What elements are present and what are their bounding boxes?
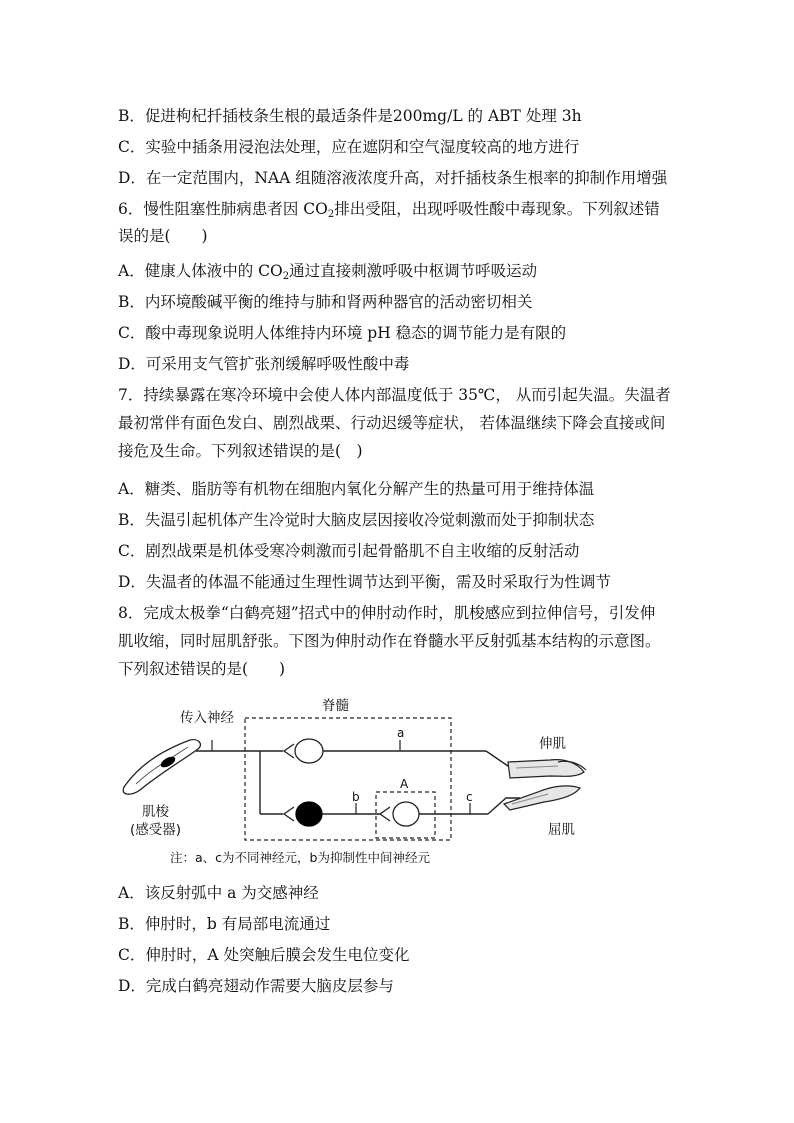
neuron-c-soma [393,802,419,826]
q6-option-a [118,261,537,281]
q8-option-c: C．伸肘时，A 处突触后膜会发生电位变化 [118,946,410,964]
q8-stem-line-1: 8．完成太极拳“白鹤亮翅”招式中的伸肘动作时，肌梭感应到拉伸信号，引发伸 [118,604,656,622]
q6-stem-subscript: 2 [327,209,335,220]
synapse-terminal-lower [284,807,294,821]
q7-stem-line-2: 最初常伴有面色发白、剧烈战栗、行动迟缓等症状， 若体温继续下降会直接或间 [118,414,666,432]
q6-option-a-subscript: 2 [282,271,290,282]
q6-option-b: B．内环境酸碱平衡的维持与肺和肾两种器官的活动密切相关 [118,293,533,311]
q6-option-c: C．酸中毒现象说明人体维持内环境 pH 稳态的调节能力是有限的 [118,324,567,342]
diagram-note: 注：a、c为不同神经元，b为抑制性中间神经元 [170,850,430,865]
q6-option-a-text-a: A．健康人体液中的 CO [118,262,283,280]
reflex-arc-diagram [118,692,598,870]
neuron-b-label: b [352,790,360,804]
spinal-cord-label: 脊髓 [322,698,349,714]
q6-stem-line-1 [118,199,660,219]
spinal-cord-box [245,718,451,840]
q5-option-d: D．在一定范围内，NAA 组随溶液浓度升高，对扦插枝条生根率的抑制作用增强 [118,169,668,187]
synapse-terminal-upper [284,744,294,758]
q7-option-d: D．失温者的体温不能通过生理性调节达到平衡，需及时采取行为性调节 [118,573,611,591]
extensor-label: 伸肌 [539,736,566,752]
muscle-spindle-icon [123,740,200,795]
q6-stem-text-b: 排出受阻，出现呼吸性酸中毒现象。下列叙述错 [334,200,660,218]
q6-stem-text-a: 6．慢性阻塞性肺病患者因 CO [118,200,328,218]
q7-stem-line-1: 7．持续暴露在寒冷环境中会使人体内部温度低于 35℃， 从而引起失温。失温者 [118,386,671,404]
q8-option-d: D．完成白鹤亮翅动作需要大脑皮层参与 [118,977,394,995]
q8-option-b: B．伸肘时，b 有局部电流通过 [118,915,331,933]
receptor-label: (感受器) [130,822,182,838]
q7-stem-line-3: 接危及生命。下列叙述错误的是( ) [118,442,363,460]
q8-option-a: A．该反射弧中 a 为交感神经 [118,884,319,902]
flexor-label: 屈肌 [548,822,575,838]
q8-stem-line-3: 下列叙述错误的是( ) [118,660,286,678]
q7-option-a: A．糖类、脂肪等有机物在细胞内氧化分解产生的热量可用于维持体温 [118,480,595,498]
q7-option-b: B．失温引起机体产生冷觉时大脑皮层因接收冷觉刺激而处于抑制状态 [118,511,595,529]
q5-option-c: C．实验中插条用浸泡法处理，应在遮阴和空气湿度较高的地方进行 [118,138,580,156]
q6-option-d: D．可采用支气管扩张剂缓解呼吸性酸中毒 [118,355,410,373]
q7-option-c: C．剧烈战栗是机体受寒冷刺激而引起骨骼肌不自主收缩的反射活动 [118,542,580,560]
q5-option-b: B．促进枸杞扦插枝条生根的最适条件是200mg/L 的 ABT 处理 3h [118,107,582,125]
q6-option-a-text-b: 通过直接刺激呼吸中枢调节呼吸运动 [289,262,538,280]
synapse-a-label: A [400,777,409,791]
neuron-a-label: a [397,726,405,740]
afferent-nerve-label: 传入神经 [180,710,234,726]
synapse-terminal-a [380,807,390,821]
muscle-spindle-label: 肌梭 [142,804,169,820]
neuron-b-soma [296,802,322,826]
neuron-a-soma [295,739,323,763]
q6-stem-line-2: 误的是( ) [118,227,208,245]
q8-stem-line-2: 肌收缩，同时屈肌舒张。下图为伸肘动作在脊髓水平反射弧基本结构的示意图。 [118,632,661,650]
neuron-c-label: c [466,790,473,804]
extensor-muscle-icon [508,760,586,778]
